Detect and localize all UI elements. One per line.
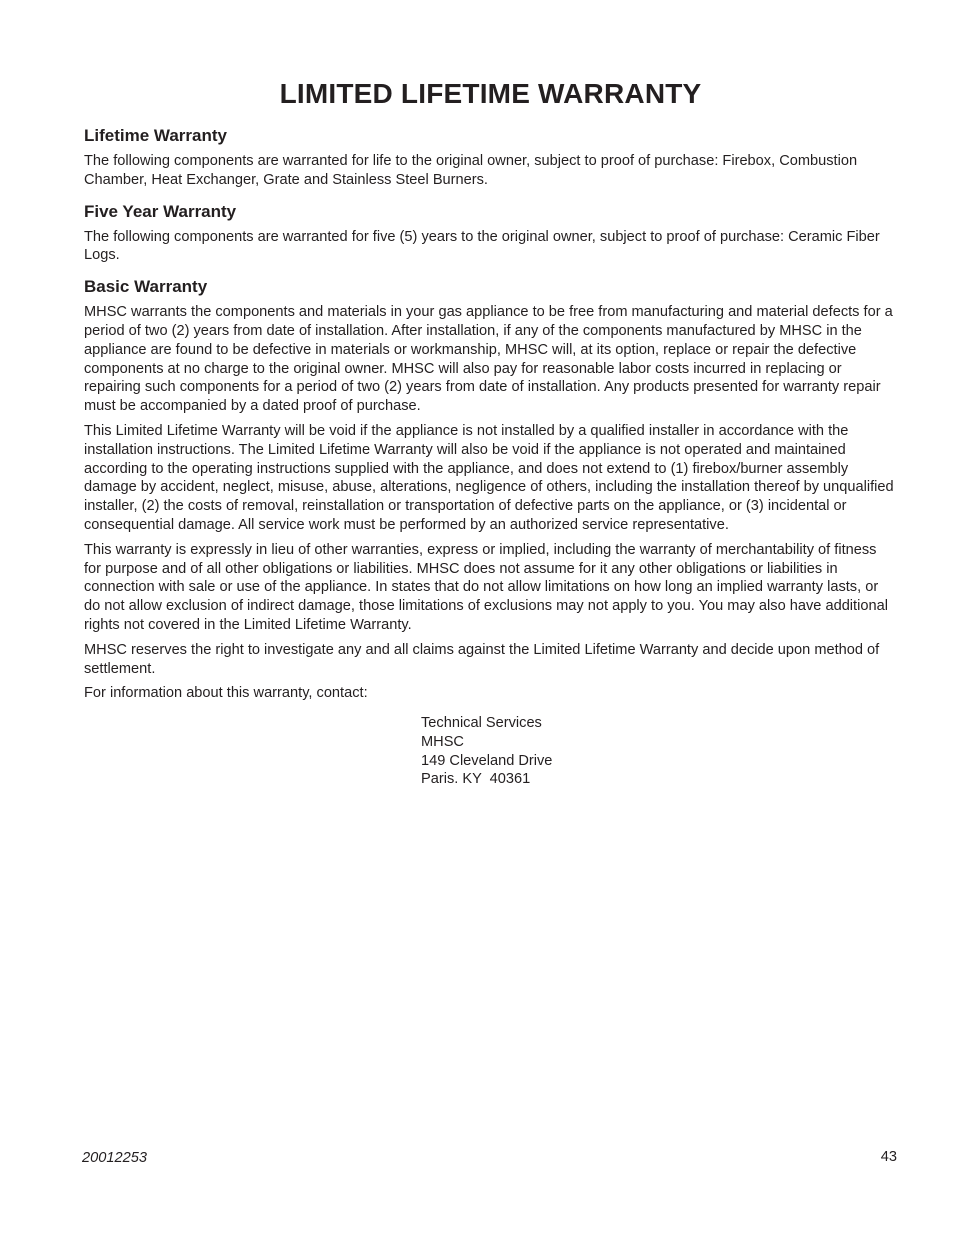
- lifetime-warranty-heading: Lifetime Warranty: [84, 126, 227, 145]
- basic-warranty-heading: Basic Warranty: [84, 277, 208, 297]
- page-title: LIMITED LIFETIME WARRANTY: [279, 78, 702, 109]
- warranty-content: [84, 124, 897, 703]
- lifetime-warranty-text: The following components are warranted for life to the original owner, subject to proof of purchase: Firebox, Combustion Chamber, Heat Exchanger, Grate and Stainless Steel Burners.: [84, 153, 858, 188]
- claims-paragraph: MHSC reserves the right to investigate any and all claims against the Limited Lifetime Warranty and decide upon method of settlement.: [84, 641, 880, 677]
- page-number: 43: [880, 1149, 897, 1165]
- five-year-warranty-text: The following components are warranted for five (5) years to the original owner, subject to proof of purchase: Ceramic Fiber Logs.: [84, 228, 880, 264]
- basic-warranty-paragraph: MHSC warrants the components and materials in your gas appliance to be free from manufacturing and material defects for a period of two (2) years from date of installation. After installation, if any of the components manufactured by MHSC in the appliance are found to be defective in materials or workmanship, MHSC will, at its option, replace or repair the defective components at no charge to the original owner. MHSC will also pay for reasonable labor costs incurred in replacing or repairing such components for a period of two (2) years from date of installation. Any products presented for warranty repair must be accompanied by a dated proof of purchase.: [84, 304, 893, 415]
- contact-line: Technical Services: [421, 715, 542, 731]
- contact-line: 149 Cleveland Drive: [421, 752, 553, 769]
- contact-line: MHSC: [421, 733, 464, 750]
- void-conditions-paragraph: This Limited Lifetime Warranty will be void if the appliance is not installed by a qualified installer in accordance with the installation instructions. The Limited Lifetime Warranty will also be void if the appliance is not operated and maintained according to the operating instructions supplied with the appliance, and does not extend to (1) firebox/burner assembly damage by accident, neglect, misuse, abuse, alterations, negligence of others, including the installation thereof by unqualified installer, (2) the costs of removal, reinstallation or transportation of defective parts on the appliance, or (3) incidental or consequential damage. All service work must be performed by an authorized service representative.: [84, 422, 894, 533]
- contact-intro: For information about this warranty, contact:: [84, 685, 368, 702]
- five-year-warranty-heading: Five Year Warranty: [84, 201, 237, 221]
- document-number: 20012253: [82, 1150, 147, 1166]
- disclaimer-paragraph: This warranty is expressly in lieu of other warranties, express or implied, including the warranty of merchantability of fitness for purpose and of all other obligations or liabilities. MHSC does not assume for it any other obligations or liabilities in connection with sale or use of the appliance. In states that do not allow limitations on how long an implied warranty lasts, or do not allow exclusion of indirect damage, those limitations of exclusions may not apply to you. You may also have additional rights not covered in the Limited Lifetime Warranty.: [84, 541, 888, 633]
- contact-line: Paris. KY 40361: [421, 771, 531, 788]
- contact-address: [421, 714, 552, 789]
